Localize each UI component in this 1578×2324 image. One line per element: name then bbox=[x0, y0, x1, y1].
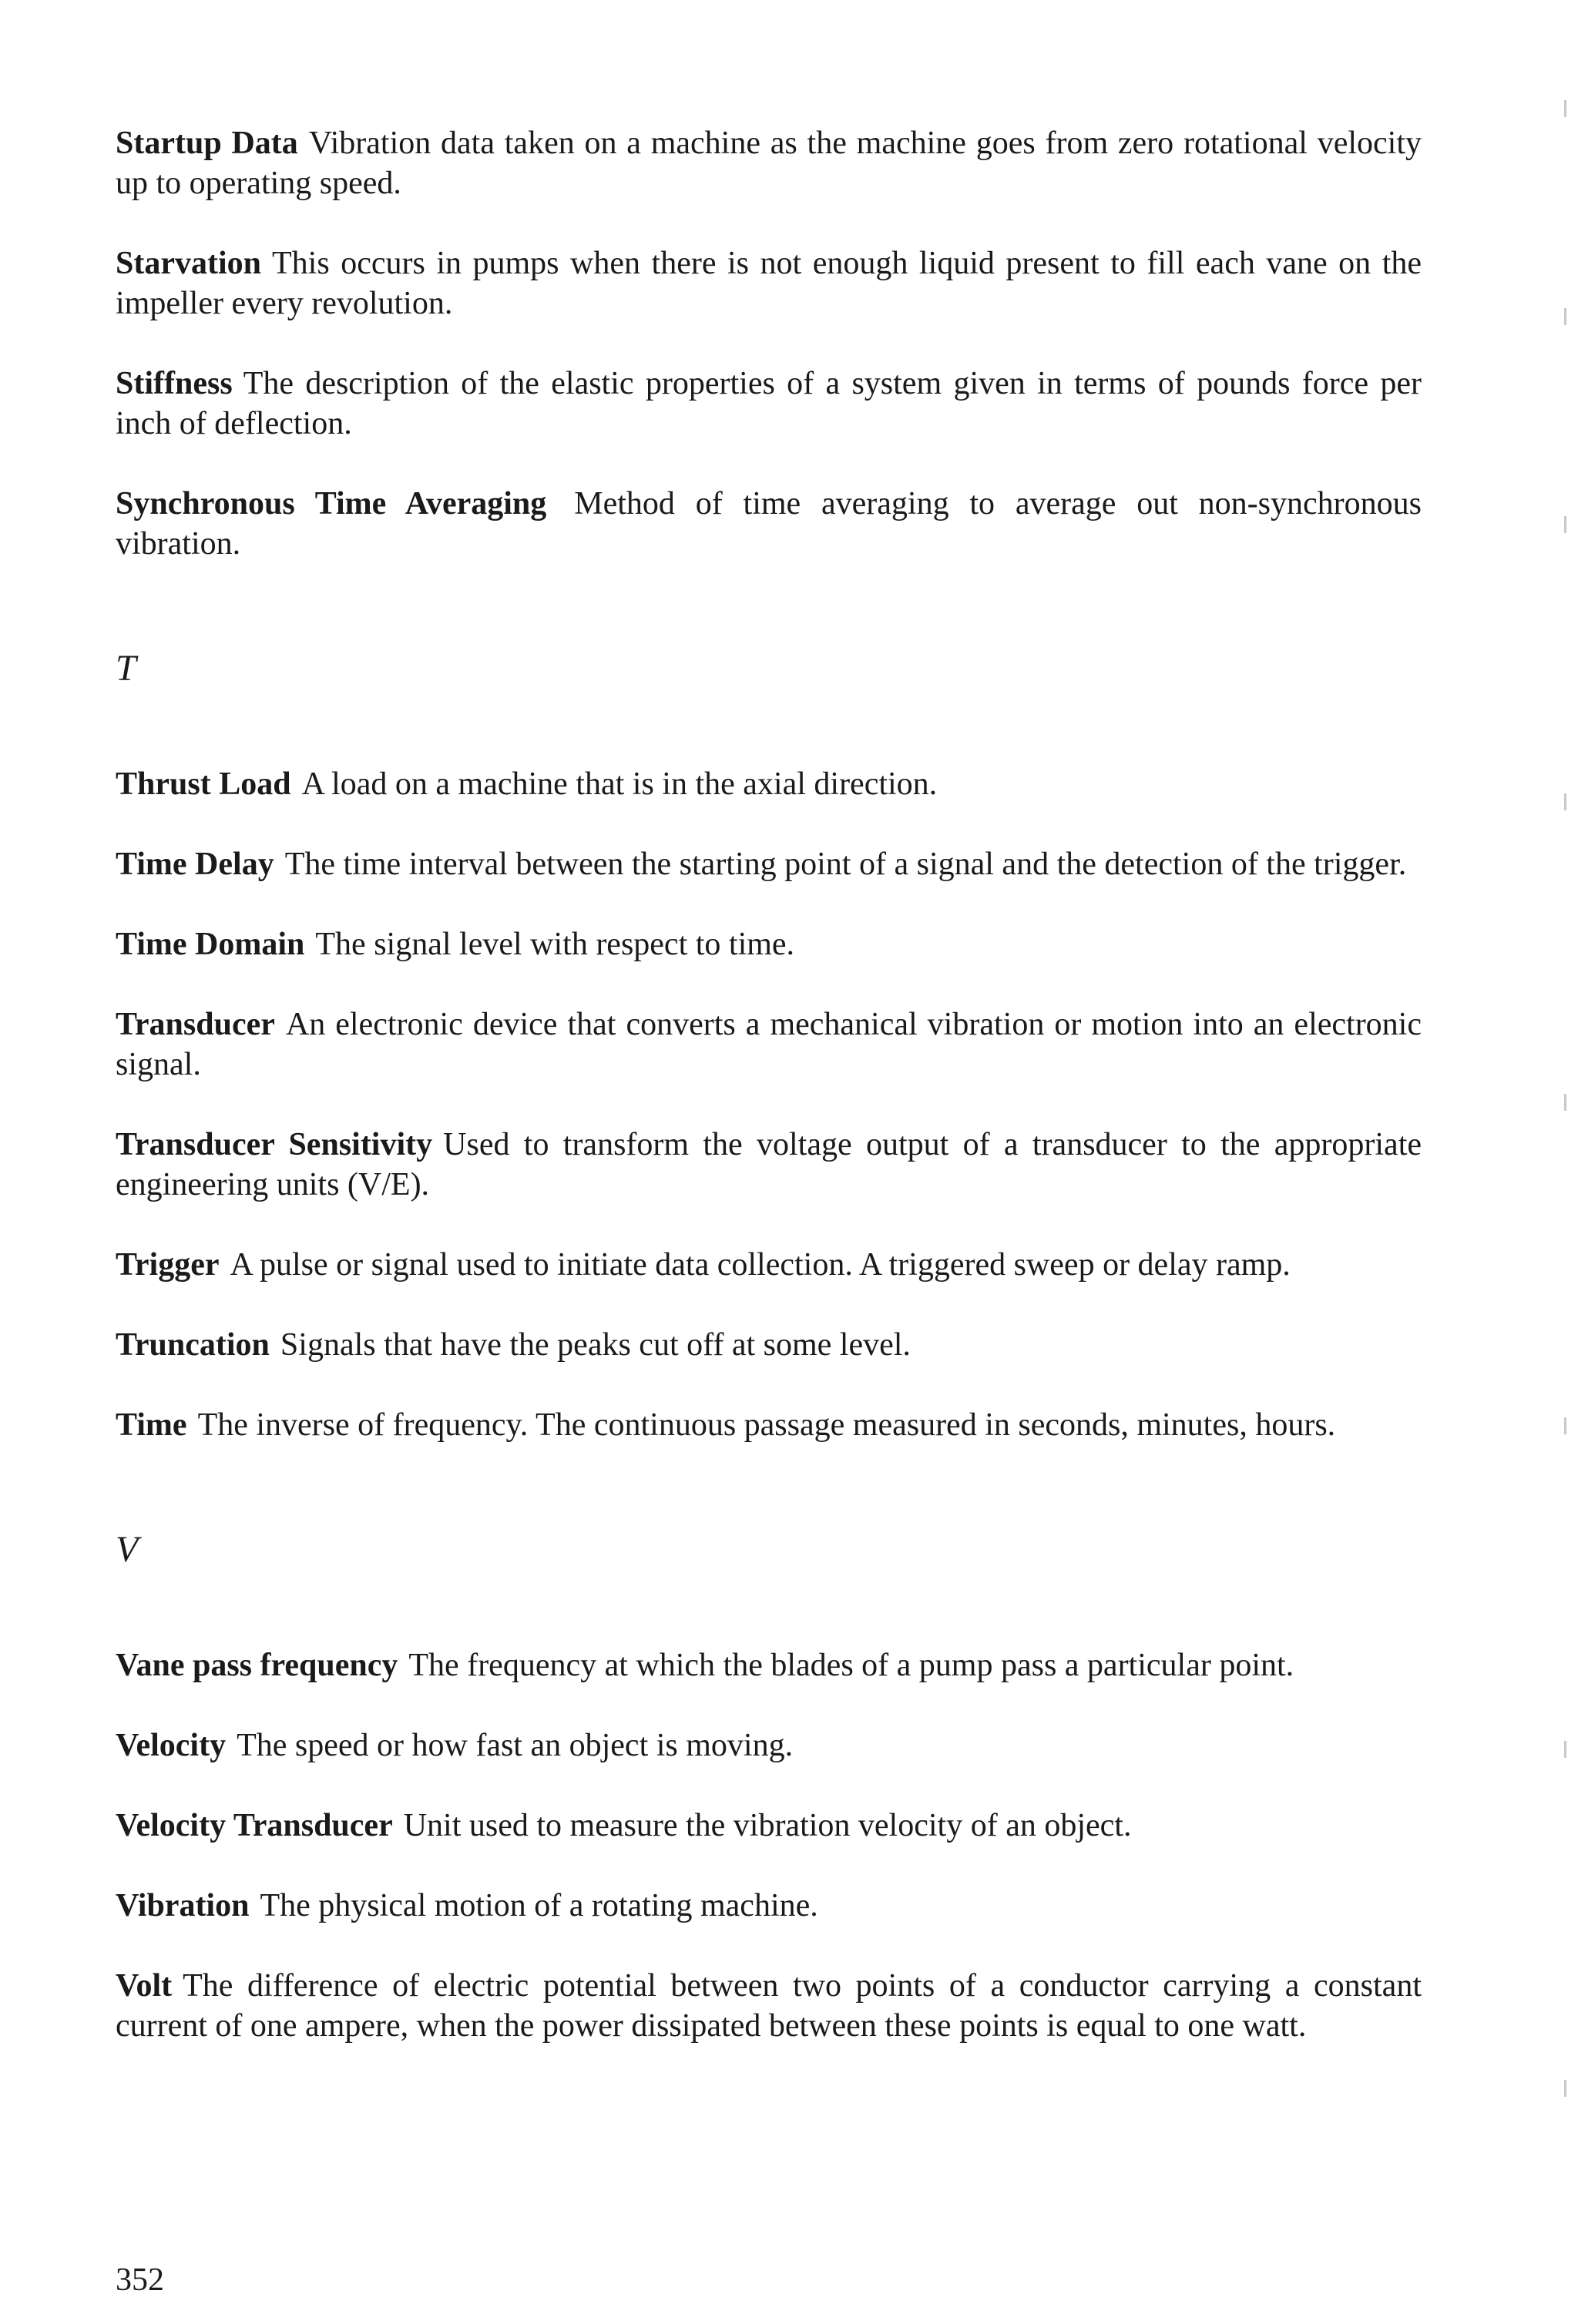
glossary-term: Truncation bbox=[116, 1327, 270, 1363]
glossary-entry bbox=[116, 764, 1422, 804]
glossary-term: Stiffness bbox=[116, 366, 233, 401]
glossary-definition: The speed or how fast an object is moving. bbox=[237, 1728, 794, 1763]
glossary-term: Startup Data bbox=[116, 126, 298, 161]
glossary-entry bbox=[116, 1886, 1422, 1926]
scan-edge-mark bbox=[1564, 2080, 1566, 2097]
glossary-term: Transducer bbox=[116, 1007, 275, 1042]
glossary-definition: The difference of electric potential between two points of a conductor carrying a constant current of one ampere, when the power dissipated between these points is equal to one watt. bbox=[116, 1968, 1422, 2044]
scan-edge-mark bbox=[1564, 516, 1566, 533]
glossary-definition: An electronic device that converts a mechanical vibration or motion into an electronic signal. bbox=[116, 1007, 1422, 1082]
scan-edge-mark bbox=[1564, 1094, 1566, 1111]
glossary-entry bbox=[116, 1725, 1422, 1766]
scan-edge-mark bbox=[1564, 793, 1566, 810]
glossary-term: Velocity Transducer bbox=[116, 1808, 393, 1843]
glossary-term: Vibration bbox=[116, 1888, 250, 1923]
glossary-entry bbox=[116, 1125, 1422, 1205]
glossary-definition: The signal level with respect to time. bbox=[315, 927, 795, 962]
glossary-entry bbox=[116, 1004, 1422, 1085]
glossary-entry bbox=[116, 924, 1422, 964]
glossary-entry bbox=[116, 243, 1422, 324]
glossary-definition: A load on a machine that is in the axial direction. bbox=[301, 766, 938, 802]
scan-edge-mark bbox=[1564, 1417, 1566, 1434]
section-letter-v: V bbox=[116, 1529, 139, 1570]
glossary-term: Synchronous Time Averaging bbox=[116, 486, 547, 521]
glossary-term: Thrust Load bbox=[116, 766, 291, 802]
glossary-page bbox=[116, 123, 1422, 2086]
glossary-definition: The inverse of frequency. The continuous passage measured in seconds, minutes, hours. bbox=[197, 1407, 1336, 1443]
glossary-entry bbox=[116, 1245, 1422, 1285]
glossary-entry bbox=[116, 1645, 1422, 1685]
glossary-term: Time Delay bbox=[116, 847, 274, 882]
glossary-definition: The time interval between the starting point of a signal and the detection of the trigger. bbox=[284, 847, 1407, 882]
glossary-definition: The physical motion of a rotating machine. bbox=[260, 1888, 818, 1923]
scan-edge-mark bbox=[1564, 308, 1566, 325]
glossary-entry bbox=[116, 844, 1422, 884]
glossary-term: Volt bbox=[116, 1968, 173, 2004]
glossary-definition: Used to transform the voltage output of a transducer to the appropriate engineering units (V/E). bbox=[116, 1127, 1422, 1202]
glossary-entry bbox=[116, 1405, 1422, 1445]
glossary-definition: Vibration data taken on a machine as the machine goes from zero rotational velocity up to operating speed. bbox=[116, 126, 1422, 201]
scan-edge-mark bbox=[1564, 1741, 1566, 1758]
glossary-entry bbox=[116, 1325, 1422, 1365]
glossary-definition: The frequency at which the blades of a pump pass a particular point. bbox=[408, 1648, 1294, 1683]
glossary-term: Time bbox=[116, 1407, 187, 1443]
glossary-entry bbox=[116, 123, 1422, 203]
glossary-definition: Method of time averaging to average out non-synchronous vibration. bbox=[116, 486, 1422, 562]
glossary-definition: Signals that have the peaks cut off at some level. bbox=[280, 1327, 911, 1363]
glossary-term: Starvation bbox=[116, 246, 261, 281]
glossary-definition: Unit used to measure the vibration velocity of an object. bbox=[403, 1808, 1132, 1843]
glossary-term: Vane pass frequency bbox=[116, 1648, 398, 1683]
glossary-term: Trigger bbox=[116, 1247, 220, 1283]
glossary-definition: This occurs in pumps when there is not enough liquid present to fill each vane on the impeller every revolution. bbox=[116, 246, 1422, 321]
section-letter-t: T bbox=[116, 648, 136, 689]
glossary-entry bbox=[116, 484, 1422, 564]
glossary-definition: The description of the elastic properties of a system given in terms of pounds force per inch of deflection. bbox=[116, 366, 1422, 441]
glossary-term: Time Domain bbox=[116, 927, 305, 962]
glossary-entry bbox=[116, 1966, 1422, 2046]
page-number: 352 bbox=[116, 2262, 164, 2298]
glossary-term: Transducer Sensitivity bbox=[116, 1127, 433, 1162]
glossary-entry bbox=[116, 1806, 1422, 1846]
glossary-entry bbox=[116, 364, 1422, 444]
glossary-definition: A pulse or signal used to initiate data collection. A triggered sweep or delay ramp. bbox=[230, 1247, 1291, 1283]
scan-edge-mark bbox=[1564, 100, 1566, 117]
glossary-term: Velocity bbox=[116, 1728, 227, 1763]
